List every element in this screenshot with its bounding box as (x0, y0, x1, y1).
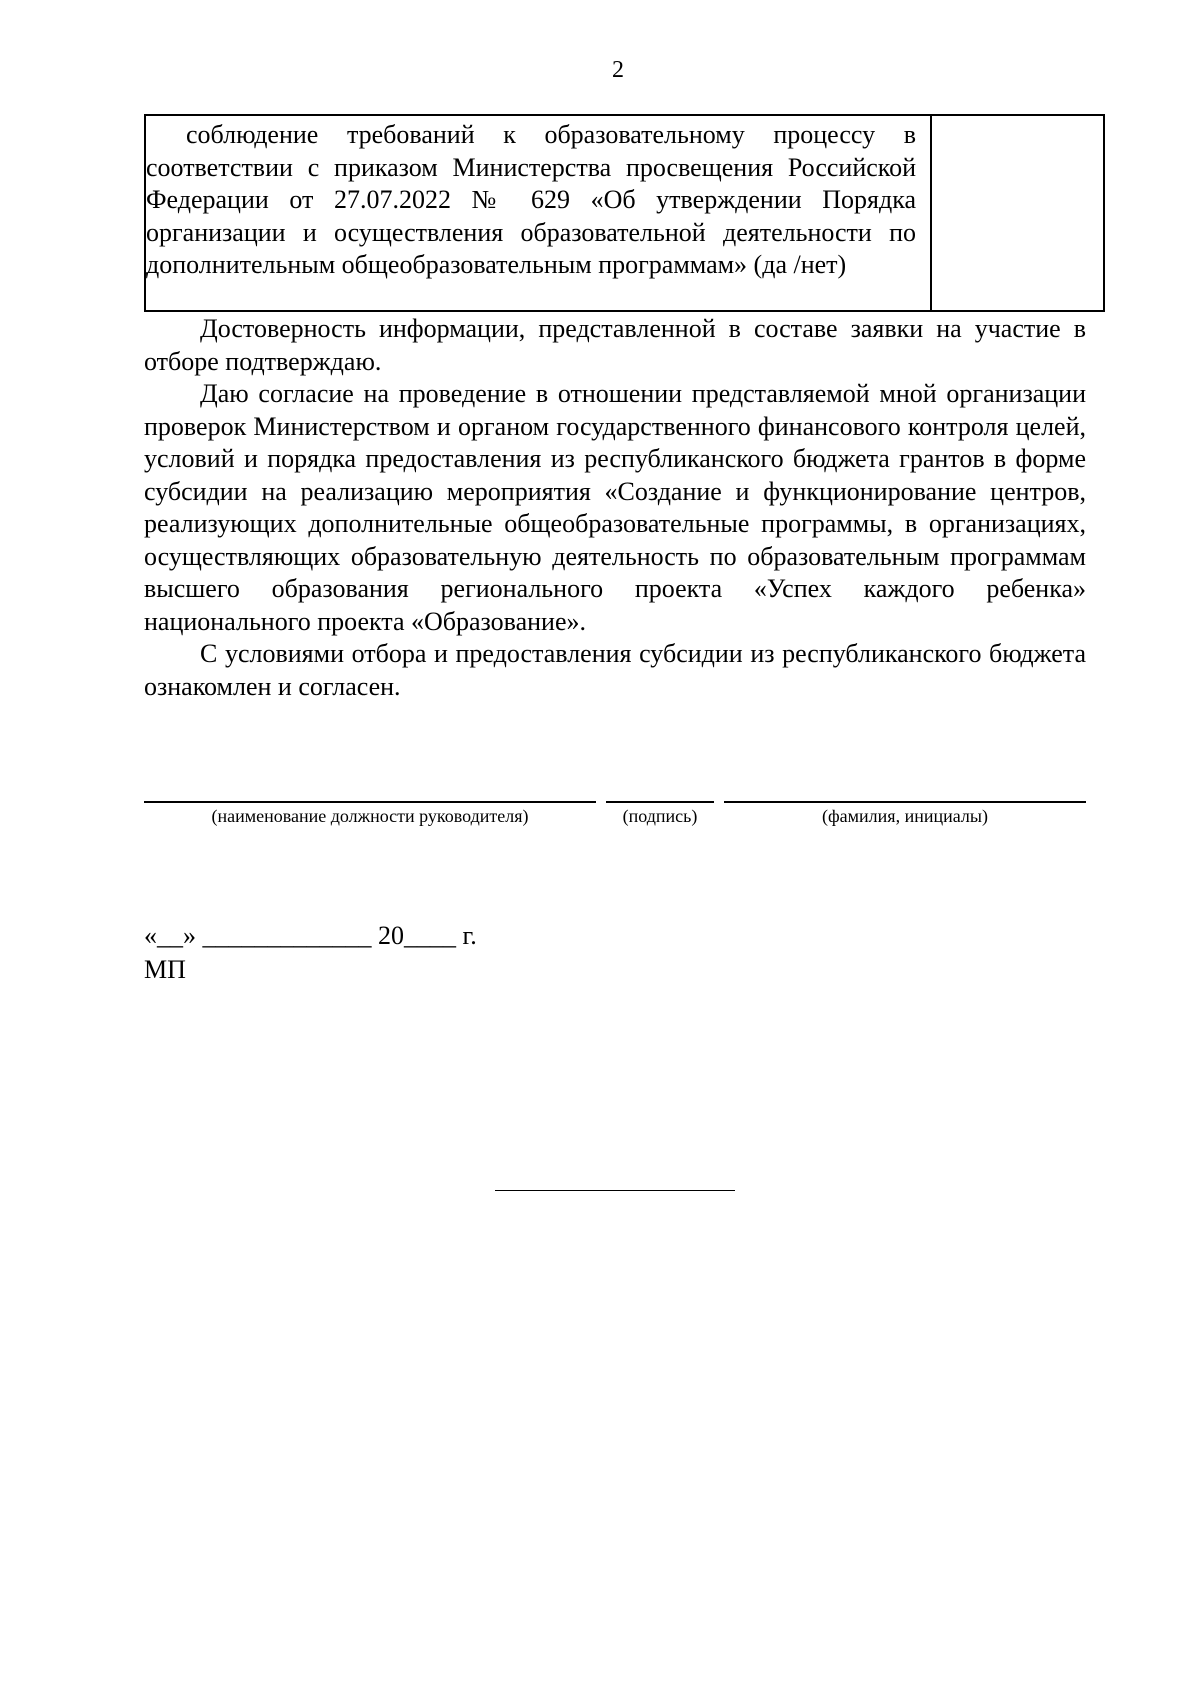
condition-table (144, 114, 1105, 312)
name-caption: (фамилия, инициалы) (822, 806, 988, 826)
signature-caption: (подпись) (622, 806, 698, 826)
condition-value-cell (932, 116, 1103, 310)
signature-line (606, 801, 714, 803)
signature-captions (144, 805, 1086, 829)
position-caption: (наименование должности руководителя) (211, 806, 529, 826)
paragraph-acknowledgement: С условиями отбора и предоставления субсидии из республиканского бюджета ознакомлен и согласен. (144, 639, 1086, 701)
position-line (144, 801, 596, 803)
paragraph-consent: Даю согласие на проведение в отношении представляемой мной организации проверок Министерством и органом государственного финансового контроля целей, условий и порядка предоставления из республиканского бюджета грантов в форме субсидии на реализацию мероприятия «Создание и функционирование центров, реализующих дополнительные общеобразовательные программы, в организациях, осуществляющих образовательную деятельность по образовательным программам высшего образования регионального проекта «Успех каждого ребенка» национального проекта «Образование». (144, 379, 1086, 636)
condition-text-cell: соблюдение требований к образовательному процессу в соответствии с приказом Министерства просвещения Российской Федерации от 27.07.2022 № 629 «Об утверждении Порядка организации и осуществления образовательной деятельности по дополнительным общеобразовательным программам» (да /нет) (146, 116, 932, 310)
date-line: «__» _____________ 20____ г. (144, 921, 477, 950)
name-line (724, 801, 1086, 803)
body-text (144, 313, 1086, 703)
page-number: 2 (612, 57, 624, 83)
stamp-label: МП (144, 955, 186, 984)
signature-lines (144, 801, 1086, 803)
paragraph-reliability: Достоверность информации, представленной в составе заявки на участие в отборе подтверждаю. (144, 314, 1086, 376)
end-rule (495, 1190, 735, 1191)
